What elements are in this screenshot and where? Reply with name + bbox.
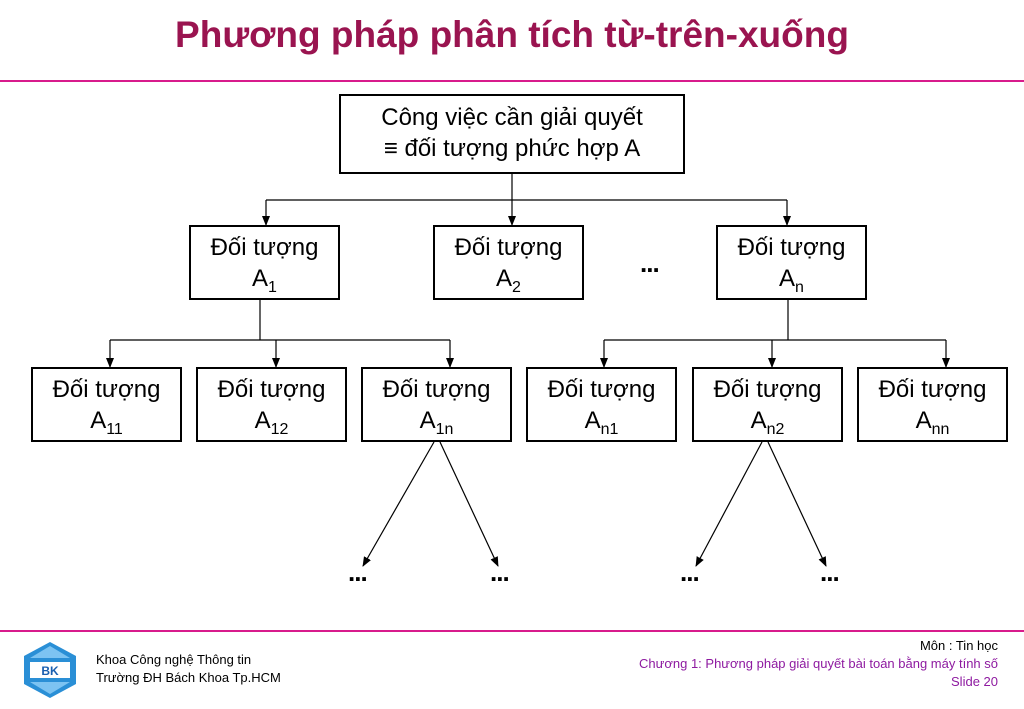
slide-number: Slide 20 [951,674,998,689]
node-sub: 12 [270,421,289,438]
node-ann [857,367,1008,442]
node-base: A [252,265,269,292]
node-sub: n [795,279,804,296]
ellipsis-a1n-right: ... [490,557,509,587]
node-an1 [526,367,677,442]
node-base: A [419,407,436,434]
equiv-symbol: ≡ [383,135,398,162]
node-sub: nn [931,421,950,438]
node-a1n [361,367,512,442]
node-a2 [433,225,584,300]
node-sub: n2 [766,421,785,438]
footer-dept: Khoa Công nghệ Thông tin [96,652,252,667]
arrow-an2-left [696,442,762,566]
root-line1: Công việc cần giải quyết [381,104,643,131]
ellipsis-level1: ... [640,248,659,278]
node-a12 [196,367,347,442]
node-label: Đối tượng [217,376,326,403]
node-sub: 2 [512,279,521,296]
node-sub: 1n [435,421,454,438]
node-label: Đối tượng [737,234,846,261]
node-base: A [254,407,271,434]
node-base: A [584,407,601,434]
arrow-a1n-left [363,442,434,566]
arrow-a1n-right [440,442,498,566]
slide-title: Phương pháp phân tích từ-trên-xuống [175,14,849,55]
footer-course: Môn : Tin học [919,638,998,653]
node-an2 [692,367,843,442]
node-label: Đối tượng [878,376,987,403]
node-a1 [189,225,340,300]
node-base: A [750,407,767,434]
arrow-an2-right [768,442,826,566]
footer-school: Trường ĐH Bách Khoa Tp.HCM [96,670,281,685]
node-a11 [31,367,182,442]
node-base: A [779,265,796,292]
footer-divider [0,630,1024,632]
node-an [716,225,867,300]
node-label: Đối tượng [547,376,656,403]
logo-text: BK [41,664,59,678]
node-sub: n1 [600,421,619,438]
footer-course-info [639,637,998,691]
node-label: Đối tượng [454,234,563,261]
node-base: A [90,407,107,434]
root-line2: đối tượng phức hợp A [404,135,641,162]
node-label: Đối tượng [713,376,822,403]
node-sub: 1 [268,279,277,296]
node-base: A [915,407,932,434]
bk-logo-icon [20,640,80,700]
node-base: A [496,265,513,292]
footer-chapter: Chương 1: Phương pháp giải quyết bài toán bằng máy tính số [639,656,998,671]
node-label: Đối tượng [382,376,491,403]
node-label: Đối tượng [52,376,161,403]
ellipsis-a1n-left: ... [348,557,367,587]
ellipsis-an2-right: ... [820,557,839,587]
root-node [339,94,685,174]
ellipsis-an2-left: ... [680,557,699,587]
node-label: Đối tượng [210,234,319,261]
node-sub: 11 [106,421,123,438]
footer-institution [96,651,281,687]
